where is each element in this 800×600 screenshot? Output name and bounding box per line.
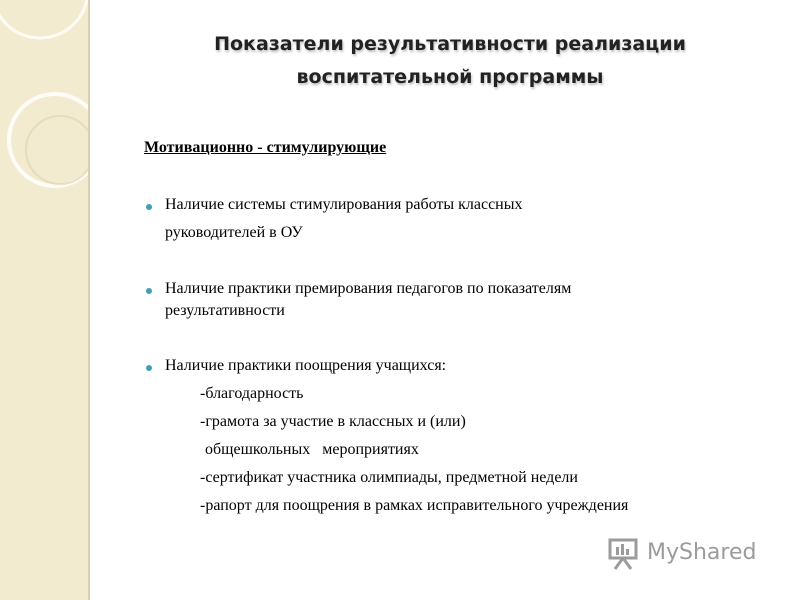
item-3-sub-5: -рапорт для поощрения в рамках исправительного учреждения <box>200 497 629 514</box>
item-1-line-1: Наличие системы стимулирования работы классных <box>165 196 523 213</box>
presentation-board-icon <box>607 536 643 572</box>
section-subheading: Мотивационно - стимулирующие <box>144 139 387 156</box>
item-3-sub-3: общешкольных мероприятиях <box>205 441 419 458</box>
slide-title <box>150 28 750 94</box>
watermark-text: MyShared <box>647 540 757 565</box>
bullet-icon <box>146 204 152 210</box>
item-2-line-2: результативности <box>165 302 285 319</box>
title-line-2: воспитательной программы <box>296 66 604 88</box>
myshared-logo <box>607 536 767 572</box>
title-line-1: Показатели результативности реализации <box>214 33 686 55</box>
item-1-line-2: руководителей в ОУ <box>165 224 303 241</box>
item-3-sub-4: -сертификат участника олимпиады, предметной недели <box>200 469 578 486</box>
bullet-icon <box>146 365 152 371</box>
item-3-sub-2: -грамота за участие в классных и (или) <box>200 413 466 430</box>
item-2-line-1: Наличие практики премирования педагогов по показателям <box>165 280 572 297</box>
decorative-circles <box>0 0 88 600</box>
item-3-line-1: Наличие практики поощрения учащихся: <box>165 357 447 374</box>
item-3-sub-1: -благодарность <box>200 385 304 402</box>
bullet-icon <box>146 288 152 294</box>
decorative-side-panel <box>0 0 90 600</box>
